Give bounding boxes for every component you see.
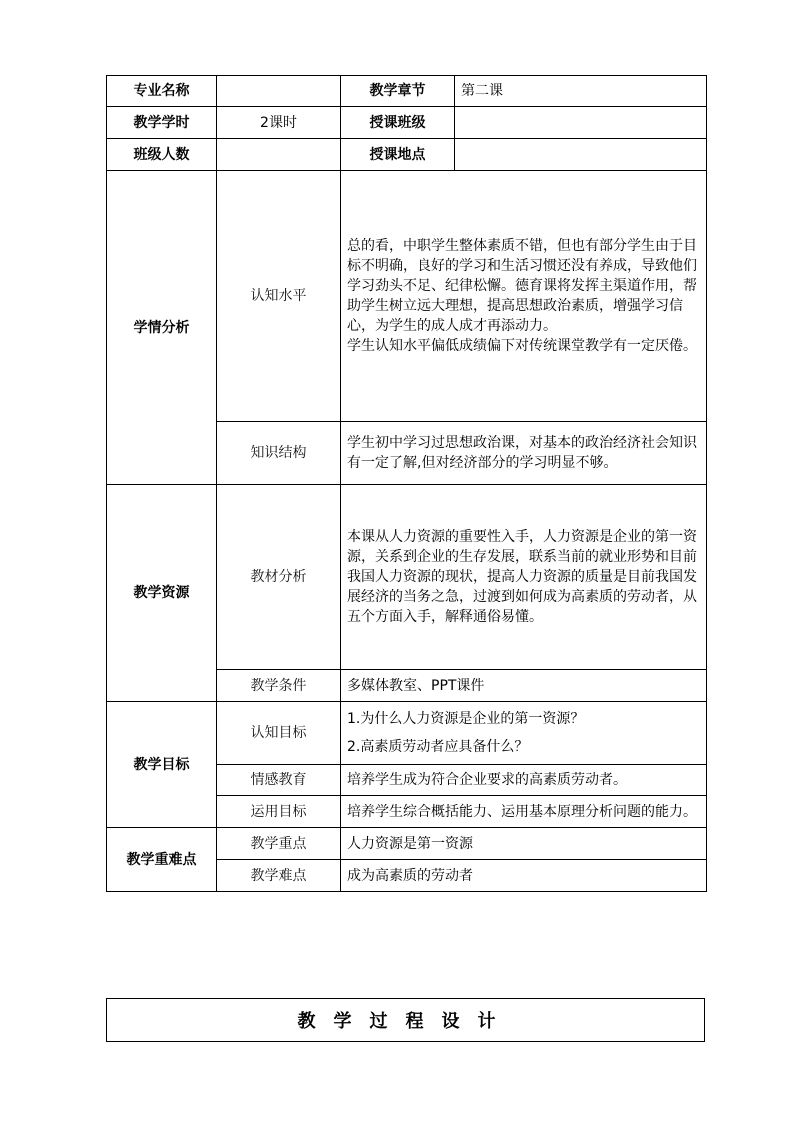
table-row <box>107 171 707 422</box>
lesson-plan-table <box>106 75 707 892</box>
apply-goal-label: 运用目标 <box>217 796 341 828</box>
cognition-paragraph-2: 学生认知水平偏低成绩偏下对传统课堂教学有一定厌倦。 <box>347 338 697 354</box>
condition-text: 多媒体教室、PPT课件 <box>341 670 707 702</box>
cognitive-goal-label: 认知目标 <box>217 702 341 765</box>
material-text: 本课从人力资源的重要性入手，人力资源是企业的第一资源，关系到企业的生存发展，联系当前的就业形势和目前我国人力资源的现状，提高人力资源的质量是目前我国发展经济的当务之急，过渡到如何成为高素质的劳动者，从五个方面入手，解释通俗易懂。 <box>341 485 707 670</box>
resources-section-label: 教学资源 <box>107 485 217 702</box>
chapter-label: 教学章节 <box>341 76 455 107</box>
table-row <box>107 76 707 107</box>
knowledge-text: 学生初中学习过思想政治课，对基本的政治经济社会知识有一定了解,但对经济部分的学习明显不够。 <box>341 422 707 485</box>
knowledge-label: 知识结构 <box>217 422 341 485</box>
table-row <box>107 107 707 139</box>
condition-label: 教学条件 <box>217 670 341 702</box>
class-hours-value: 2课时 <box>217 107 341 139</box>
analysis-section-label: 学情分析 <box>107 171 217 485</box>
table-row <box>107 485 707 670</box>
major-name-label: 专业名称 <box>107 76 217 107</box>
cognitive-goal-item: 1.为什么人力资源是企业的第一资源？ <box>347 711 585 727</box>
class-name-value <box>455 107 707 139</box>
emotion-goal-label: 情感教育 <box>217 765 341 796</box>
goals-section-label: 教学目标 <box>107 702 217 828</box>
location-value <box>455 139 707 171</box>
major-name-value <box>217 76 341 107</box>
class-hours-label: 教学学时 <box>107 107 217 139</box>
class-name-label: 授课班级 <box>341 107 455 139</box>
student-count-value <box>217 139 341 171</box>
location-label: 授课地点 <box>341 139 455 171</box>
key-point-text: 人力资源是第一资源 <box>341 828 707 860</box>
apply-goal-text: 培养学生综合概括能力、运用基本原理分析问题的能力。 <box>341 796 707 828</box>
chapter-value: 第二课 <box>455 76 707 107</box>
student-count-label: 班级人数 <box>107 139 217 171</box>
cognition-label: 认知水平 <box>217 171 341 422</box>
difficult-point-text: 成为高素质的劳动者 <box>341 860 707 892</box>
cognition-text <box>341 171 707 422</box>
table-row <box>107 702 707 765</box>
cognitive-goal-text <box>341 702 707 765</box>
table-row <box>107 139 707 171</box>
material-label: 教材分析 <box>217 485 341 670</box>
cognitive-goal-item: 2.高素质劳动者应具备什么？ <box>347 739 529 755</box>
cognition-paragraph-1: 总的看，中职学生整体素质不错，但也有部分学生由于目标不明确，良好的学习和生活习惯还没有养成，导致他们学习劲头不足、纪律松懈。德育课将发挥主渠道作用，帮助学生树立远大理想，提高思想政治素质，增强学习信心，为学生的成人成才再添动力。 <box>347 238 697 334</box>
keypoints-section-label: 教学重难点 <box>107 828 217 892</box>
key-point-label: 教学重点 <box>217 828 341 860</box>
process-design-title: 教学过程设计 <box>106 998 705 1042</box>
emotion-goal-text: 培养学生成为符合企业要求的高素质劳动者。 <box>341 765 707 796</box>
table-row <box>107 828 707 860</box>
difficult-point-label: 教学难点 <box>217 860 341 892</box>
